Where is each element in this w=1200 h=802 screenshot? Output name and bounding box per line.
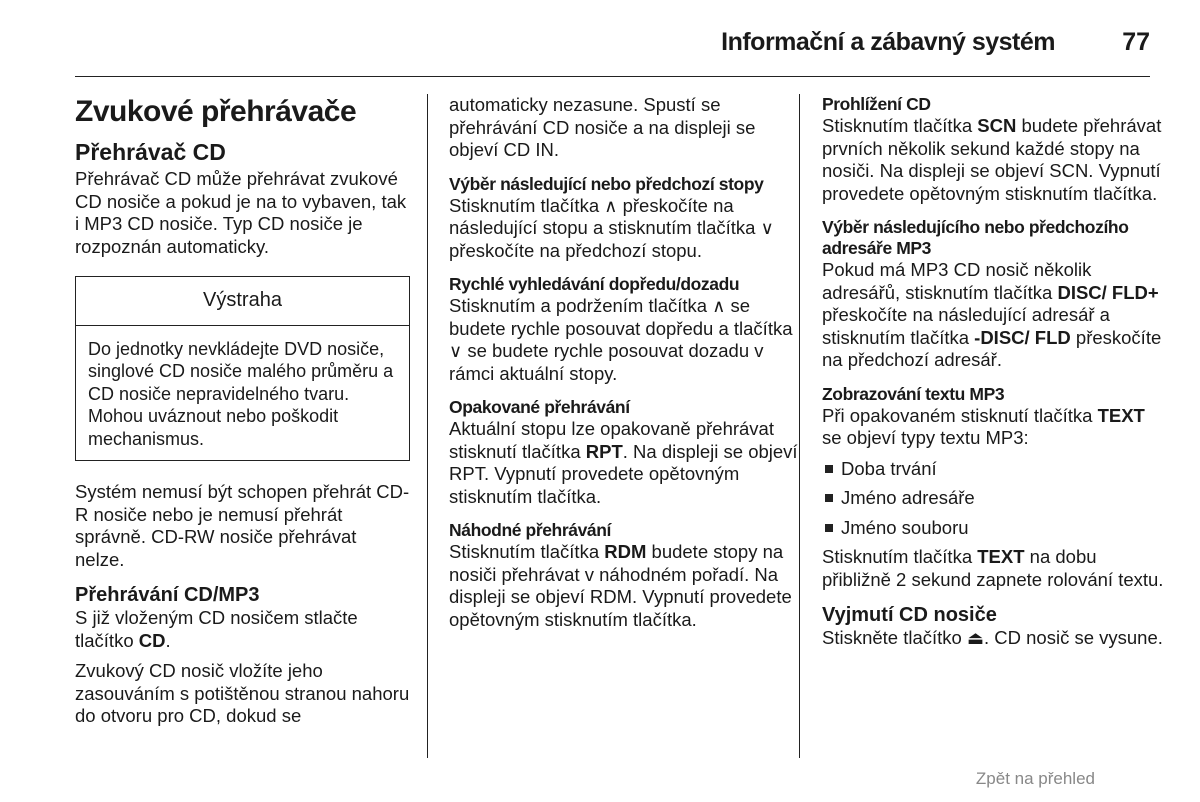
directory-paragraph: Pokud má MP3 CD nosič několik adresářů, stisknutím tlačítka DISC/ FLD+ přeskočíte na následující adresář a stisknutím tlačítka -DISC/ FLD přeskočíte na předchozí adresář. [822,259,1162,370]
warning-body: Do jednotky nevkládejte DVD nosiče, singlové CD nosiče malého průměru a CD nosiče nepravidelného tvaru. Mohou uváznout nebo poškodit mechanismus. [88,338,394,449]
continuation-paragraph: automaticky nezasune. Spustí se přehrávání CD nosiče a na displeji se objeví CD IN. [449,94,756,160]
random-paragraph: Stisknutím tlačítka RDM budete stopy na nosiči přehrávat v náhodném pořadí. Na displeji se objeví RDM. Vypnutí provedete opětovným stisknutím tlačítka. [449,541,792,630]
heading-random: Náhodné přehrávání [449,520,612,540]
text-button-label: TEXT [1097,404,1145,426]
warning-box [75,276,410,461]
warning-title: Výstraha [76,277,409,326]
heading-fast-search: Rychlé vyhledávání dopředu/dozadu [449,274,740,294]
heading-directory: Výběr následujícího nebo předchozího adresáře MP3 [822,217,1129,258]
rdm-button-label: RDM [604,541,647,562]
heading-eject: Vyjmutí CD nosiče [822,604,997,626]
up-arrow-icon: ∧ [712,296,726,316]
bullet-square-icon [825,494,833,502]
scroll-paragraph: Stisknutím tlačítka TEXT na dobu přibližně 2 sekund zapnete rolování textu. [822,546,1164,590]
eject-paragraph: Stiskněte tlačítko ⏏. CD nosič se vysune. [822,627,1163,648]
disc-fld-plus-button-label: DISC/ FLD+ [1057,281,1159,303]
scan-paragraph: Stisknutím tlačítka SCN budete přehrávat prvních několik sekund každé stopy na nosiči. Na displeji se objeví SCN. Vypnutí provedete opětovným stisknutím tlačítka. [822,115,1162,204]
heading-scan: Prohlížení CD [822,94,931,114]
insert-paragraph: Zvukový CD nosič vložíte jeho zasouváním s potištěnou stranou nahoru do otvoru pro CD, dokud se [75,660,410,726]
heading-text: Zobrazování textu MP3 [822,383,1005,404]
list-item: Jméno adresáře [822,487,1167,510]
bullet-square-icon [825,465,833,473]
play-paragraph: S již vloženým CD nosičem stlačte tlačítko CD. [75,607,358,651]
chapter-title: Informační a zábavný systém [721,28,1055,56]
text-types-list [822,458,1167,540]
page-header [75,28,1150,77]
fast-search-paragraph: Stisknutím a podržením tlačítka ∧ se budete rychle posouvat dopředu a tlačítka ∨ se budete rychle posouvat dozadu v rámci aktuální stopy. [449,295,793,384]
disc-fld-minus-button-label: -DISC/ FLD [974,326,1071,348]
intro-paragraph: Přehrávač CD může přehrávat zvukové CD nosiče a pokud je na to vybaven, tak i MP3 CD nosiče. Typ CD nosiče je rozpoznán automaticky. [75,168,407,257]
next-track-paragraph: Stisknutím tlačítka ∧ přeskočíte na následující stopu a stisknutím tlačítka ∨ přeskočíte na předchozí stopu. [449,194,774,261]
back-to-overview-link[interactable]: Zpět na přehled [975,769,1095,788]
bullet-square-icon [825,524,833,532]
subsection-title: Přehrávač CD [75,139,226,165]
scn-button-label: SCN [977,115,1017,136]
column-middle [427,94,799,758]
text-button-label: TEXT [977,546,1025,567]
heading-play: Přehrávání CD/MP3 [75,584,260,606]
section-title: Zvukové přehrávače [75,95,357,128]
repeat-paragraph: Aktuální stopu lze opakovaně přehrávat stisknutí tlačítka RPT. Na displeji se objeví RPT. Vypnutí provedete opětovným stisknutím tlačítka. [449,418,798,507]
heading-repeat: Opakované přehrávání [449,397,630,417]
column-left [75,94,410,728]
eject-icon: ⏏ [966,628,984,648]
list-item: Jméno souboru [822,517,1167,540]
heading-next-track: Výběr následující nebo předchozí stopy [449,173,764,194]
text-paragraph: Při opakovaném stisknutí tlačítka TEXT se objeví typy textu MP3: [822,404,1145,448]
rpt-button-label: RPT [585,440,623,462]
up-arrow-icon: ∧ [604,195,618,216]
cd-button-label: CD [138,629,166,651]
system-paragraph: Systém nemusí být schopen přehrát CD-R nosiče nebo je nemusí přehrát správně. CD-RW nosiče přehrávat nelze. [75,481,410,570]
list-item: Doba trvání [822,458,1167,481]
down-arrow-icon: ∨ [449,341,463,361]
down-arrow-icon: ∨ [760,218,774,238]
column-right [799,94,1167,758]
page-number: 77 [1122,28,1150,56]
